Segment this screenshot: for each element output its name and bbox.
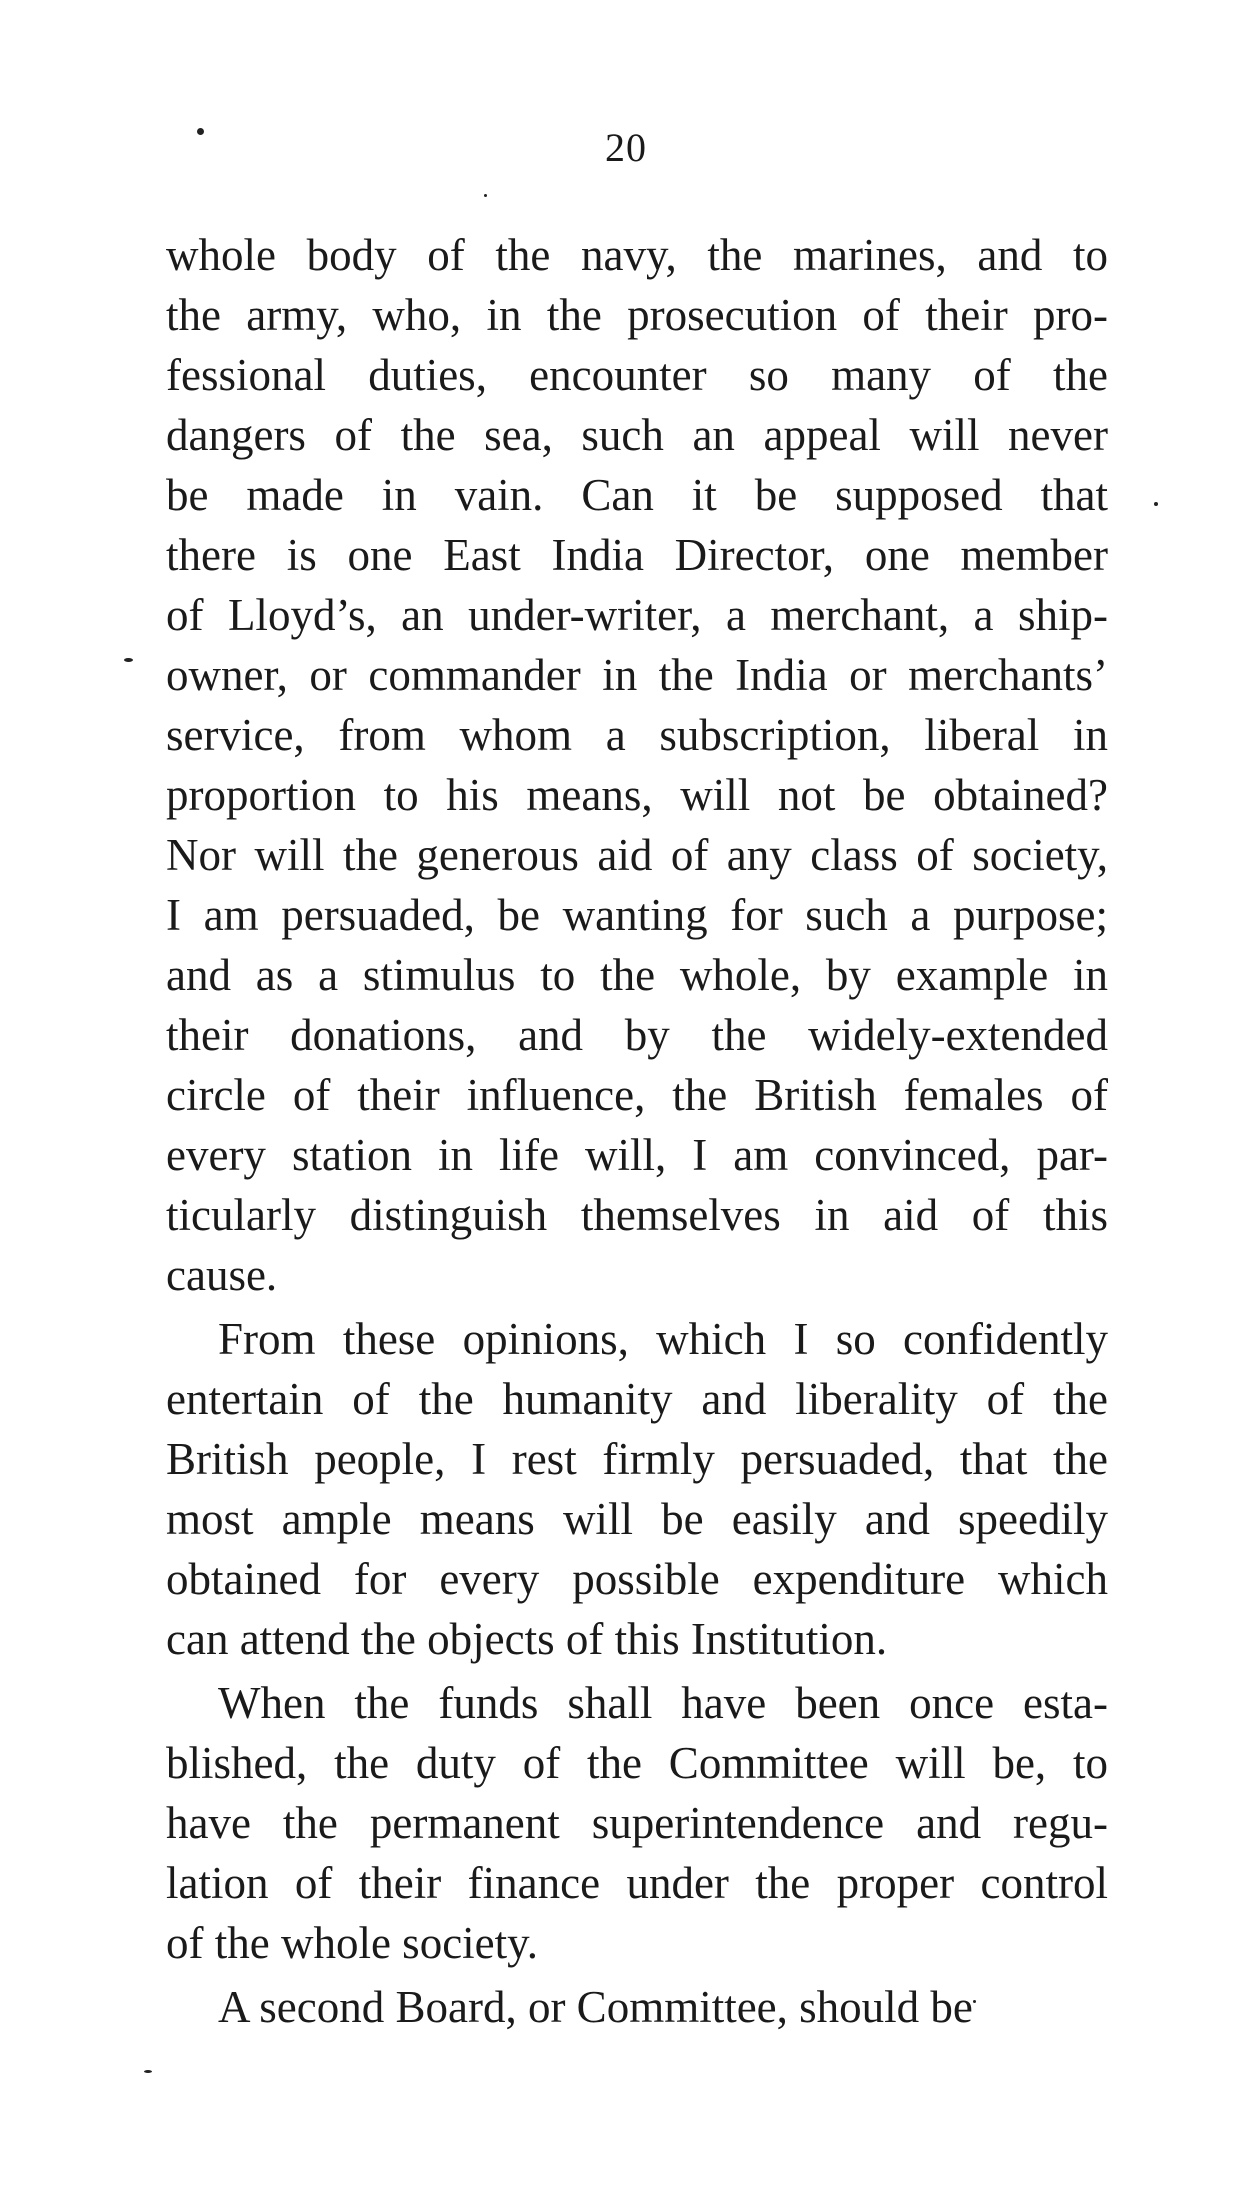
text-line: be made in vain. Can it be supposed that: [166, 470, 1108, 520]
ink-speck: [973, 2000, 976, 2003]
ink-speck: [197, 128, 204, 135]
text-line: most ample means will be easily and speedily: [166, 1494, 1108, 1544]
text-line: have the permanent superintendence and regu-: [166, 1798, 1108, 1848]
text-line: ticularly distinguish themselves in aid of this: [166, 1190, 1108, 1240]
paragraph: [166, 1977, 1108, 2037]
ink-speck: [144, 2070, 152, 2073]
text-line: cause.: [166, 1250, 278, 1300]
text-line: circle of their influence, the British females of: [166, 1070, 1108, 1120]
body-text: [166, 225, 1108, 2037]
text-line: service, from whom a subscription, liberal in: [166, 710, 1108, 760]
text-line: From these opinions, which I so confidently: [218, 1314, 1108, 1364]
text-line: there is one East India Director, one member: [166, 530, 1108, 580]
text-line: and as a stimulus to the whole, by example in: [166, 950, 1108, 1000]
text-line: British people, I rest firmly persuaded, that the: [166, 1434, 1108, 1484]
text-line: A second Board, or Committee, should be: [218, 1982, 973, 2032]
text-line: blished, the duty of the Committee will be, to: [166, 1738, 1108, 1788]
paragraph: [166, 1309, 1108, 1669]
text-line: I am persuaded, be wanting for such a purpose;: [166, 890, 1108, 940]
text-line: whole body of the navy, the marines, and to: [166, 230, 1108, 280]
ink-speck: [1154, 502, 1158, 506]
text-line: obtained for every possible expenditure which: [166, 1554, 1108, 1604]
text-line: the army, who, in the prosecution of their pro-: [166, 290, 1108, 340]
text-line: of the whole society.: [166, 1918, 538, 1968]
text-line: When the funds shall have been once esta-: [218, 1678, 1108, 1728]
text-line: lation of their finance under the proper control: [166, 1858, 1108, 1908]
ink-speck: [484, 194, 487, 197]
text-line: owner, or commander in the India or merchants’: [166, 650, 1108, 700]
text-line: fessional duties, encounter so many of the: [166, 350, 1108, 400]
page-number: 20: [605, 125, 647, 170]
ink-speck: [124, 658, 133, 662]
text-line: entertain of the humanity and liberality of the: [166, 1374, 1108, 1424]
text-line: their donations, and by the widely-extended: [166, 1010, 1108, 1060]
text-line: dangers of the sea, such an appeal will never: [166, 410, 1108, 460]
text-line: proportion to his means, will not be obtained?: [166, 770, 1108, 820]
text-line: every station in life will, I am convinced, par-: [166, 1130, 1108, 1180]
text-line: Nor will the generous aid of any class of society,: [166, 830, 1108, 880]
text-line: of Lloyd’s, an under-writer, a merchant, a ship-: [166, 590, 1108, 640]
paragraph: [166, 1673, 1108, 1973]
text-line: can attend the objects of this Institution.: [166, 1614, 888, 1664]
paragraph: [166, 225, 1108, 1305]
